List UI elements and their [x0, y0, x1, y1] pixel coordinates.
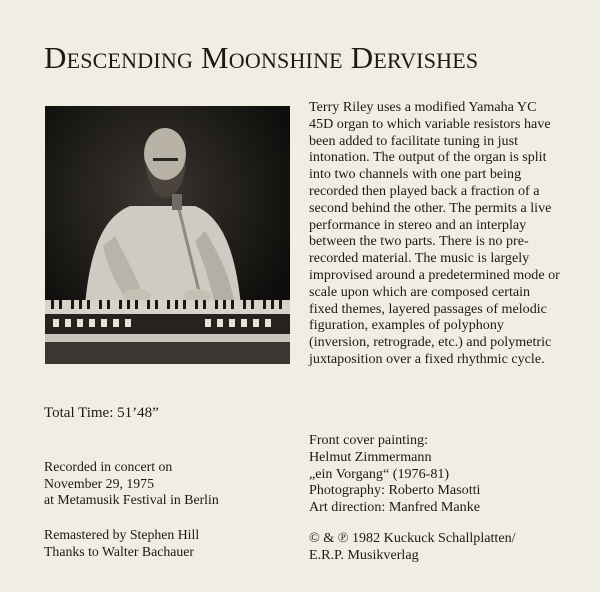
performer-photo-image — [45, 106, 290, 364]
total-time: Total Time: 51’48” — [44, 405, 159, 421]
copyright-line: © & ℗ 1982 Kuckuck Schallplatten/ — [309, 530, 516, 546]
copyright-notice — [309, 530, 569, 564]
performer-photo — [45, 106, 290, 364]
remaster-info — [44, 527, 199, 560]
credit-line: Art direction: Manfred Manke — [309, 499, 481, 516]
album-title: Descending Moonshine Dervishes — [44, 40, 479, 75]
recording-line: Recorded in concert on — [44, 459, 173, 474]
remaster-line: Thanks to Walter Bachauer — [44, 543, 194, 559]
copyright-line: E.R.P. Musikverlag — [309, 546, 419, 563]
remaster-line: Remastered by Stephen Hill — [44, 527, 200, 542]
recording-line: November 29, 1975 — [44, 475, 154, 491]
recording-info — [44, 459, 219, 509]
recording-line: at Metamusik Festival in Berlin — [44, 492, 219, 508]
performance-description: Terry Riley uses a modified Yamaha YC 45D organ to which variable resistors have been added to facilitate tuning in just intonation. The output of the organ is split into two channels with one part being recorded then played back a fraction of a second behind the other. The permits a live performance in stereo and an interplay between the two parts. There is no pre-recorded material. The music is largely improvised around a predetermined mode or scale upon which are composed certain fixed themes, layered passages of melodic figuration, examples of polyphony (inversion, retrograde, etc.) and polymetric juxtaposition over a fixed rhythmic cycle. — [309, 99, 560, 367]
art-credits — [309, 432, 569, 516]
credit-line: Photography: Roberto Masotti — [309, 482, 481, 499]
credit-line: „ein Vorgang“ (1976-81) — [309, 465, 450, 482]
credit-line: Helmut Zimmermann — [309, 448, 432, 465]
credit-line: Front cover painting: — [309, 432, 428, 448]
